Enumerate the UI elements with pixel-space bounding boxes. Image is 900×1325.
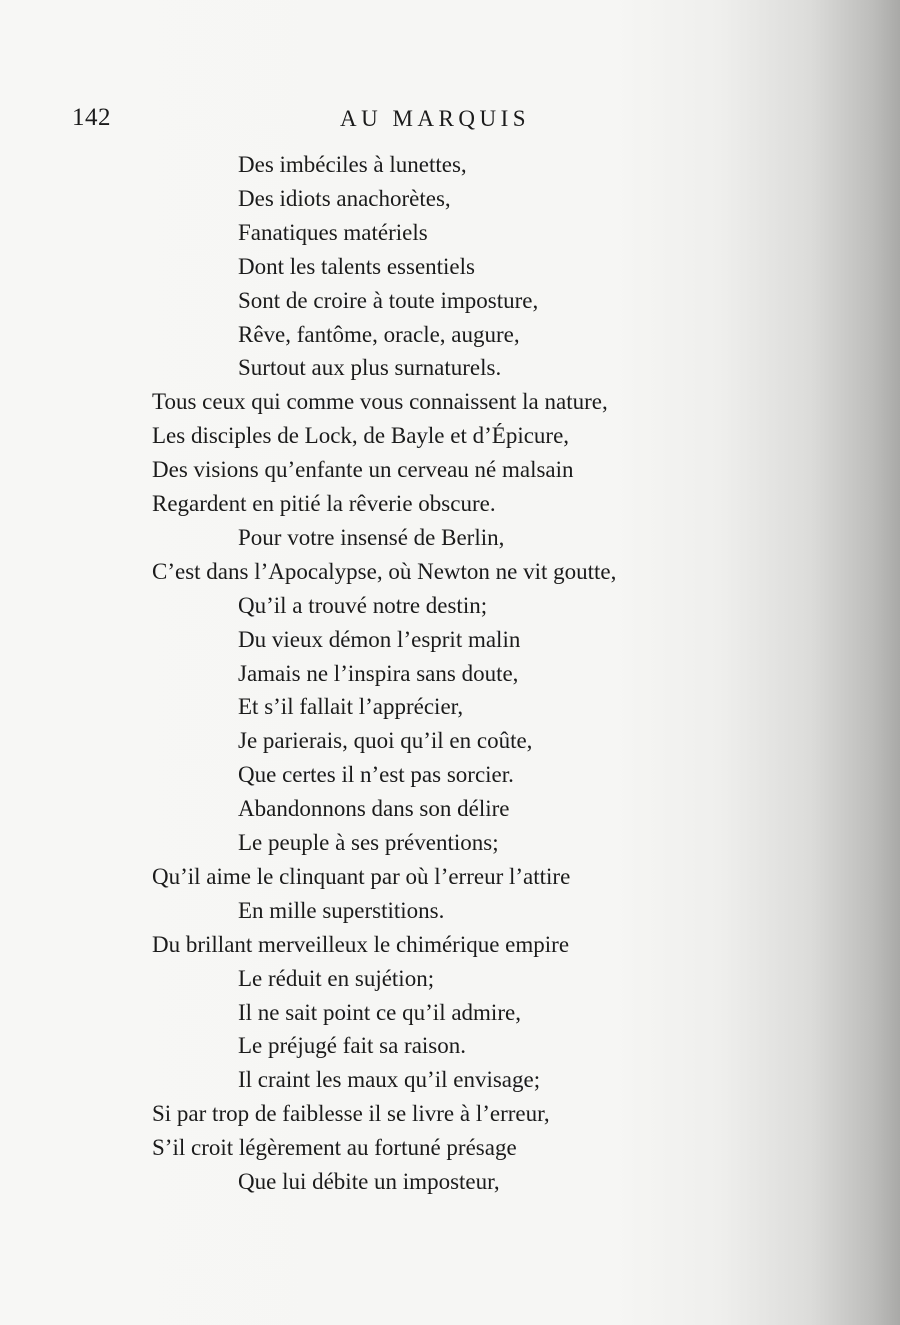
verse-line: Le préjugé fait sa raison.	[238, 1033, 466, 1059]
verse-line: Du brillant merveilleux le chimérique empire	[152, 931, 570, 957]
verse-line: Le réduit en sujétion;	[238, 965, 435, 991]
verse-line: Il craint les maux qu’il envisage;	[238, 1067, 541, 1093]
verse-line: Des visions qu’enfante un cerveau né malsain	[152, 457, 574, 483]
verse-line: Sont de croire à toute imposture,	[238, 287, 539, 313]
verse-line: Jamais ne l’inspira sans doute,	[238, 660, 519, 686]
verse-line: Abandonnons dans son délire	[238, 796, 510, 822]
verse-line: Des imbéciles à lunettes,	[238, 152, 467, 177]
verse-line: Regardent en pitié la rêverie obscure.	[152, 491, 496, 516]
verse-line: Il ne sait point ce qu’il admire,	[238, 999, 521, 1025]
verse-line: En mille superstitions.	[238, 897, 445, 923]
verse-line: Si par trop de faiblesse il se livre à l’erreur,	[152, 1101, 550, 1127]
verse-line: Des idiots anachorètes,	[238, 185, 451, 211]
verse-line: Que certes il n’est pas sorcier.	[238, 762, 514, 788]
verse-line: S’il croit légèrement au fortuné présage	[152, 1135, 517, 1161]
verse-line: Qu’il aime le clinquant par où l’erreur l’attire	[152, 863, 571, 889]
verse-line: Pour votre insensé de Berlin,	[238, 524, 505, 550]
verse-line: Je parierais, quoi qu’il en coûte,	[238, 728, 533, 754]
page-number: 142	[72, 104, 111, 131]
verse-line: Rêve, fantôme, oracle, augure,	[238, 321, 520, 347]
verse-line: Que lui débite un imposteur,	[238, 1169, 500, 1194]
verse-line: Et s’il fallait l’apprécier,	[238, 694, 464, 720]
verse-line: Fanatiques matériels	[238, 219, 428, 245]
verse-line: C’est dans l’Apocalypse, où Newton ne vit goutte,	[152, 558, 617, 584]
verse-line: Surtout aux plus surnaturels.	[238, 355, 502, 381]
verse-line: Tous ceux qui comme vous connaissent la nature,	[152, 389, 608, 415]
verse-line: Qu’il a trouvé notre destin;	[238, 592, 488, 618]
verse-line: Le peuple à ses préventions;	[238, 830, 499, 855]
verse-line: Du vieux démon l’esprit malin	[238, 626, 521, 652]
verse-line: Les disciples de Lock, de Bayle et d’Épicure,	[152, 423, 570, 449]
running-head: AU MARQUIS	[340, 106, 531, 131]
verse-line: Dont les talents essentiels	[238, 253, 475, 279]
